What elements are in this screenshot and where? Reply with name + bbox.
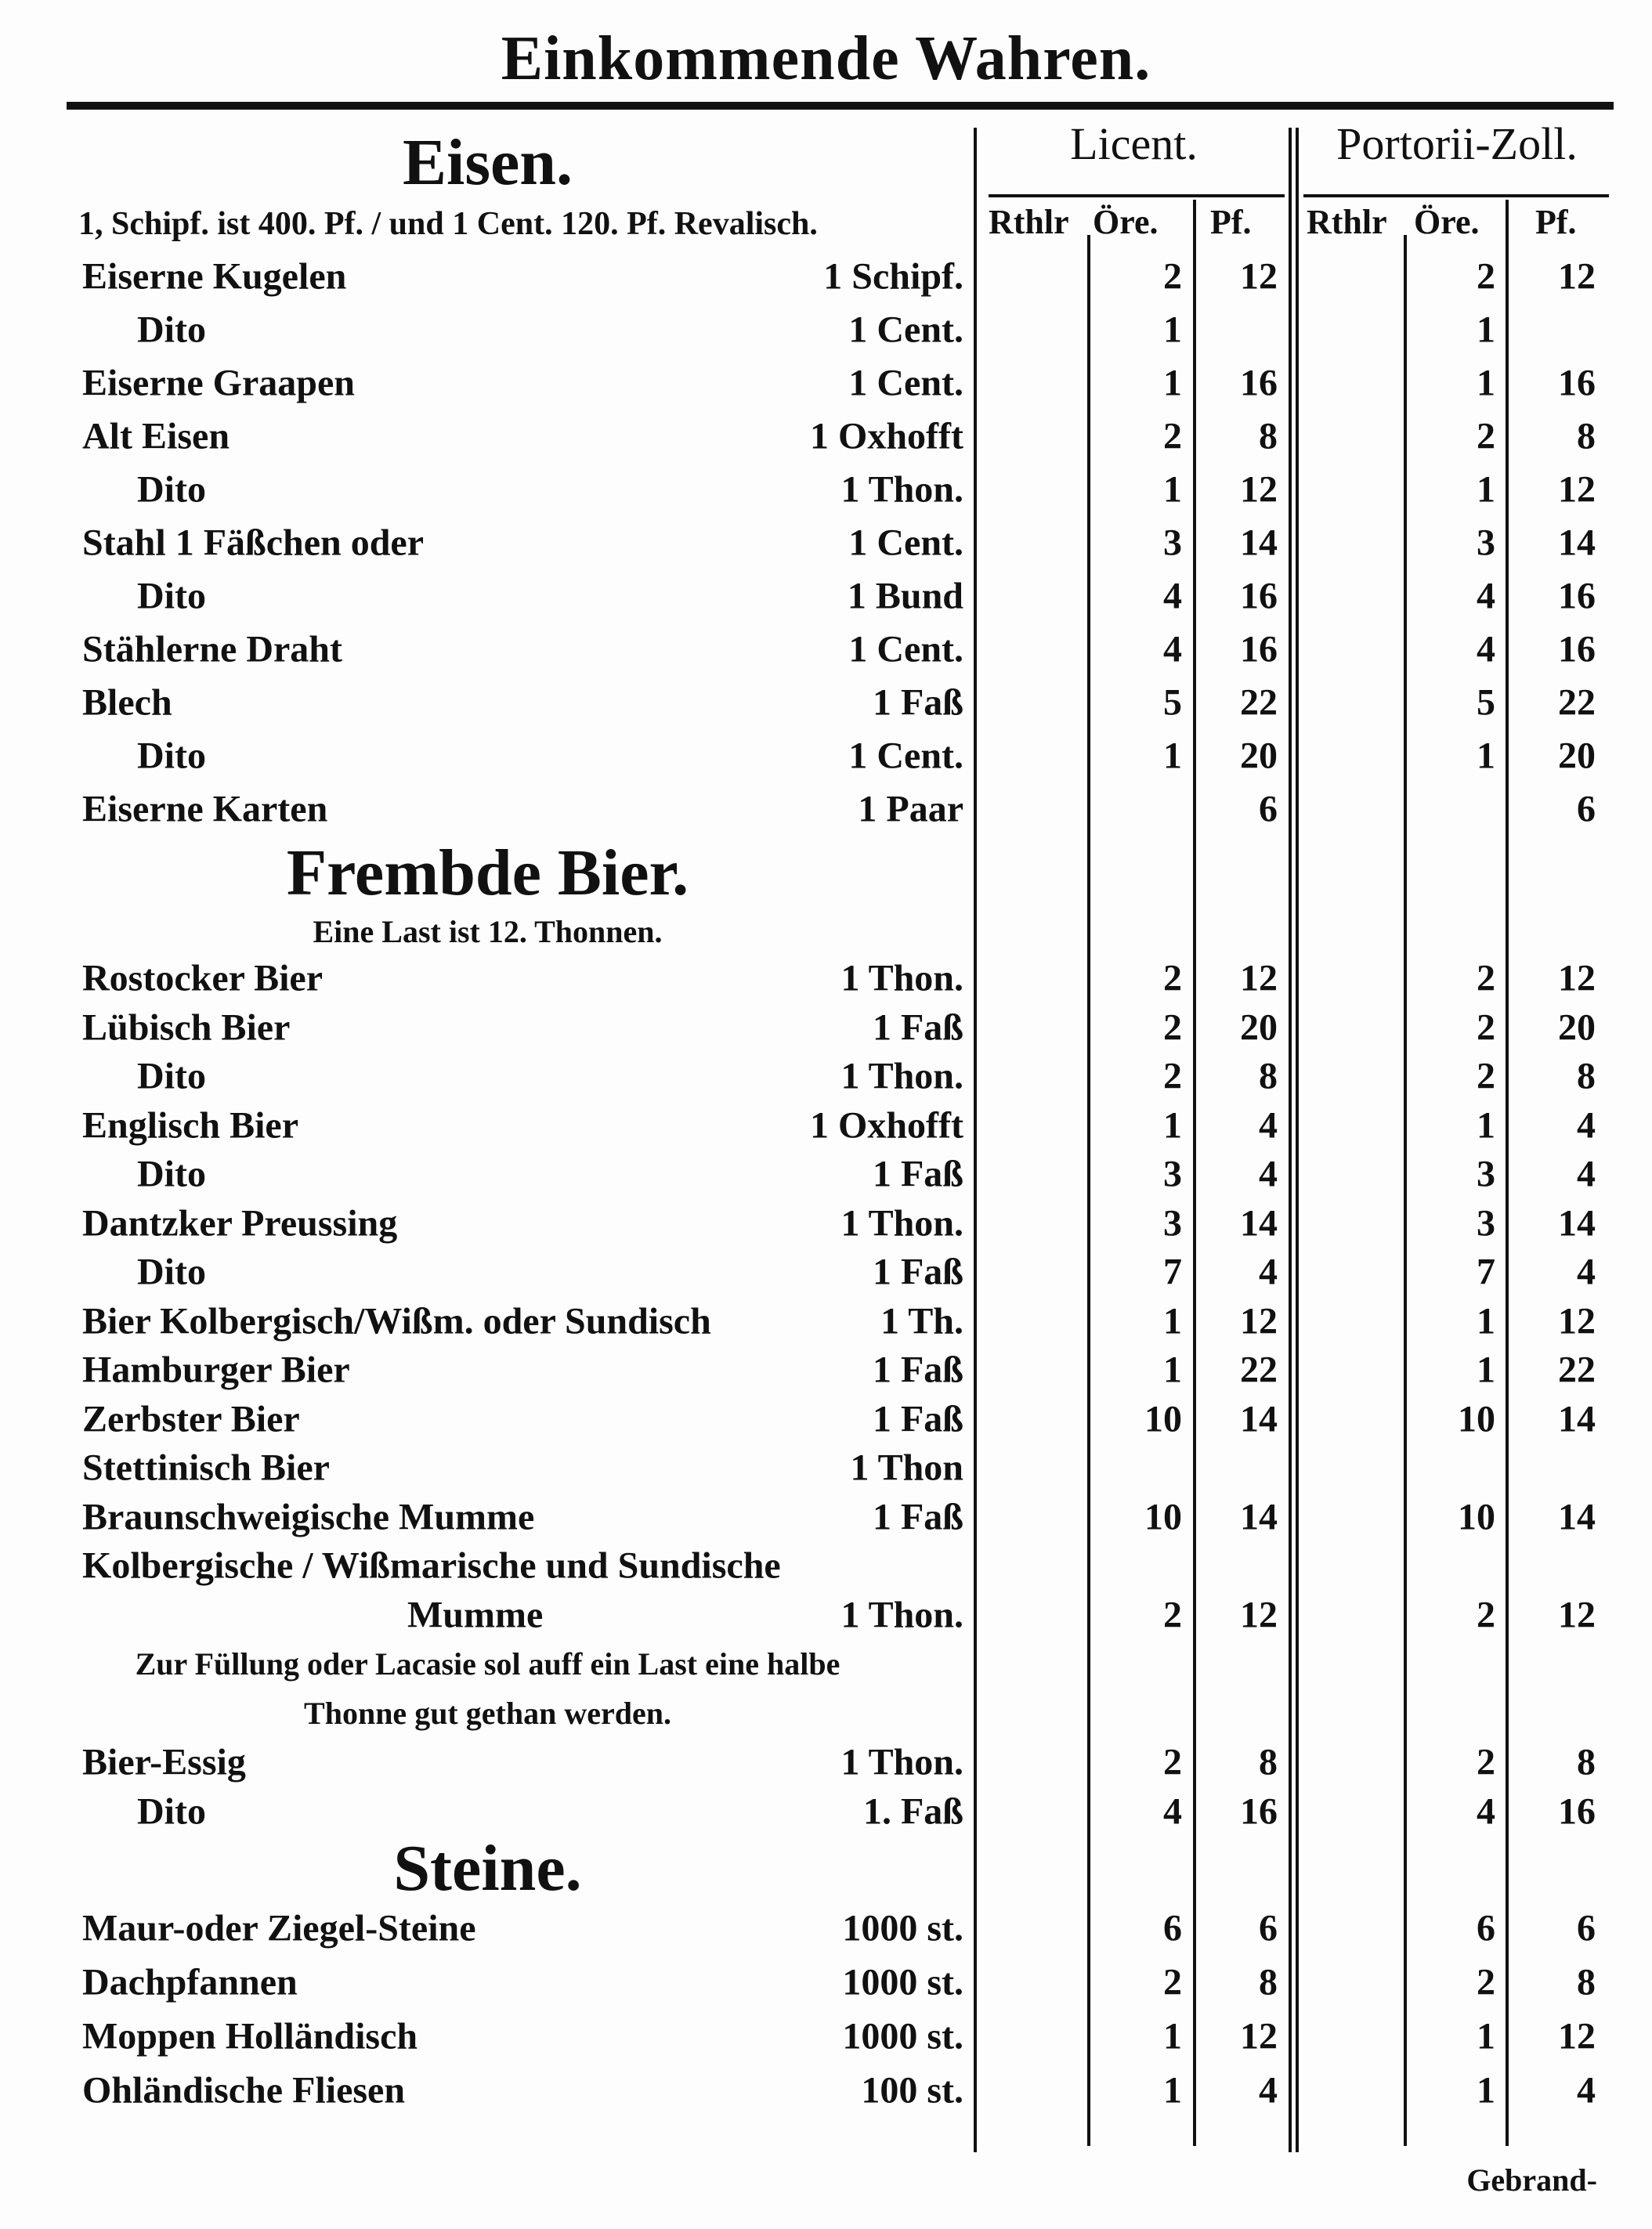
portorii-pf: 20 — [1558, 735, 1596, 777]
portorii-ore: 1 — [1477, 362, 1495, 404]
item-name: Dito — [137, 735, 206, 777]
licent-pf: 22 — [1240, 681, 1278, 724]
item-name: Mumme — [407, 1594, 544, 1636]
item-unit: 1 Faß — [872, 1398, 963, 1440]
item-unit: 1 Faß — [872, 681, 963, 724]
table-row — [0, 250, 1652, 303]
section-note: Zur Füllung oder Lacasie sol auff ein Last eine halbe — [135, 1646, 840, 1682]
licent-ore: 1 — [1163, 1349, 1182, 1391]
section-heading-text: Frembde Bier. — [286, 836, 689, 909]
portorii-ore: 1 — [1477, 309, 1495, 351]
licent-pf: 22 — [1240, 1349, 1278, 1391]
item-unit: 1 Th. — [880, 1300, 963, 1342]
licent-pf: 14 — [1240, 1496, 1278, 1538]
licent-ore: 1 — [1163, 468, 1182, 511]
item-unit: 1 Thon. — [840, 468, 963, 511]
licent-pf: 6 — [1259, 1907, 1278, 1949]
portorii-pf: 16 — [1558, 575, 1596, 617]
portorii-ore: 2 — [1477, 1741, 1495, 1783]
item-name: Dito — [137, 468, 206, 511]
table-row — [0, 1591, 1652, 1640]
licent-ore-label: Öre. — [1093, 203, 1159, 241]
item-unit: 1 Faß — [872, 1496, 963, 1538]
section-heading — [0, 1832, 975, 1905]
licent-ore: 1 — [1163, 362, 1182, 404]
portorii-ore: 3 — [1477, 1202, 1495, 1245]
portorii-ore: 4 — [1477, 628, 1495, 670]
portorii-rthlr-label: Rthlr — [1307, 203, 1387, 241]
portorii-pf: 20 — [1558, 1006, 1596, 1049]
portorii-pf: 12 — [1558, 1300, 1596, 1342]
licent-ore: 4 — [1163, 575, 1182, 617]
item-name: Zerbster Bier — [82, 1398, 300, 1440]
licent-ore: 1 — [1163, 2069, 1182, 2111]
item-name: Braunschweigische Mumme — [82, 1496, 535, 1538]
item-unit: 100 st. — [861, 2069, 963, 2111]
licent-pf: 16 — [1240, 362, 1278, 404]
table-row — [0, 569, 1652, 623]
item-unit: 1 Oxhofft — [810, 415, 963, 457]
item-name: Dantzker Preussing — [82, 1202, 398, 1245]
licent-pf: 8 — [1259, 1055, 1278, 1097]
item-name: Eiserne Kugelen — [82, 255, 347, 298]
portorii-ore: 2 — [1477, 957, 1495, 999]
item-unit: 1 Thon. — [840, 1055, 963, 1097]
licent-ore: 1 — [1163, 309, 1182, 351]
licent-ore: 1 — [1163, 1104, 1182, 1147]
licent-pf: 16 — [1240, 575, 1278, 617]
portorii-pf: 4 — [1577, 1104, 1596, 1147]
item-name: Ohländische Fliesen — [82, 2069, 406, 2111]
table-row — [0, 1787, 1652, 1837]
portorii-ore: 6 — [1477, 1907, 1495, 1949]
licent-pf: 12 — [1240, 957, 1278, 999]
table-row — [0, 356, 1652, 410]
item-unit: 1 Cent. — [848, 309, 963, 351]
licent-ore: 2 — [1163, 1961, 1182, 2003]
portorii-pf: 6 — [1577, 788, 1596, 830]
licent-ore: 6 — [1163, 1907, 1182, 1949]
item-unit: 1 Schipf. — [823, 255, 963, 298]
portorii-pf: 12 — [1558, 255, 1596, 298]
table-row — [0, 463, 1652, 516]
item-name: Rostocker Bier — [82, 957, 324, 999]
section-heading-text: Steine. — [393, 1832, 582, 1905]
licent-ore: 4 — [1163, 1790, 1182, 1833]
item-name: Stählerne Draht — [82, 628, 342, 670]
portorii-ore: 1 — [1477, 468, 1495, 511]
portorii-ore: 1 — [1477, 1104, 1495, 1147]
table-row — [0, 1003, 1652, 1053]
item-name: Stettinisch Bier — [82, 1447, 330, 1489]
item-unit: 1 Cent. — [848, 362, 963, 404]
table-row — [0, 729, 1652, 782]
item-name: Dito — [137, 1055, 206, 1097]
item-unit: 1 Thon. — [840, 957, 963, 999]
portorii-ore: 2 — [1477, 1055, 1495, 1097]
table-row — [0, 1297, 1652, 1346]
item-name: Dito — [137, 575, 206, 617]
table-row — [0, 1346, 1652, 1395]
portorii-pf-label: Pf. — [1535, 203, 1577, 241]
portorii-ore: 1 — [1477, 1349, 1495, 1391]
portorii-pf: 8 — [1577, 1055, 1596, 1097]
licent-pf: 8 — [1259, 1741, 1278, 1783]
portorii-ore: 2 — [1477, 1006, 1495, 1049]
portorii-pf: 22 — [1558, 1349, 1596, 1391]
portorii-ore: 5 — [1477, 681, 1495, 724]
portorii-pf: 8 — [1577, 415, 1596, 457]
item-name: Lübisch Bier — [82, 1006, 291, 1049]
section-heading — [0, 836, 975, 910]
item-unit: 1 Cent. — [848, 628, 963, 670]
licent-ore: 10 — [1144, 1398, 1182, 1440]
item-name: Hamburger Bier — [82, 1349, 350, 1391]
licent-ore: 2 — [1163, 1594, 1182, 1636]
portorii-pf: 4 — [1577, 2069, 1596, 2111]
item-unit: 1 Faß — [872, 1349, 963, 1391]
item-name: Stahl 1 Fäßchen oder — [82, 522, 425, 564]
licent-pf: 16 — [1240, 1790, 1278, 1833]
portorii-pf: 4 — [1577, 1251, 1596, 1293]
item-name: Dito — [137, 1790, 206, 1833]
table-row — [0, 516, 1652, 569]
table-row — [0, 1901, 1652, 1955]
portorii-pf: 16 — [1558, 1790, 1596, 1833]
item-name: Blech — [82, 681, 172, 724]
table-row — [0, 954, 1652, 1003]
licent-ore: 2 — [1163, 1006, 1182, 1049]
item-unit: 1000 st. — [842, 1961, 963, 2003]
section-note: 1, Schipf. ist 400. Pf. / und 1 Cent. 120. Pf. Revalisch. — [78, 206, 818, 242]
portorii-pf: 12 — [1558, 1594, 1596, 1636]
table-row — [0, 2009, 1652, 2063]
licent-ore: 1 — [1163, 735, 1182, 777]
page-title: Einkommende Wahren. — [501, 24, 1151, 93]
portorii-ore: 2 — [1477, 1961, 1495, 2003]
title-rule — [67, 102, 1614, 110]
item-name: Eiserne Graapen — [82, 362, 355, 404]
portorii-pf: 12 — [1558, 2015, 1596, 2057]
licent-rthlr-label: Rthlr — [989, 203, 1069, 241]
licent-pf: 4 — [1259, 1153, 1278, 1195]
licent-pf: 12 — [1240, 255, 1278, 298]
licent-pf: 4 — [1259, 2069, 1278, 2111]
portorii-ore: 1 — [1477, 2069, 1495, 2111]
licent-pf: 4 — [1259, 1251, 1278, 1293]
licent-ore: 5 — [1163, 681, 1182, 724]
item-name: Moppen Holländisch — [82, 2015, 418, 2057]
item-unit: 1 Paar — [858, 788, 963, 830]
tariff-table — [0, 128, 1652, 2117]
table-row — [0, 2063, 1652, 2117]
portorii-header: Portorii-Zoll. — [1336, 118, 1578, 169]
portorii-pf: 12 — [1558, 957, 1596, 999]
item-unit: 1 Faß — [872, 1006, 963, 1049]
table-row — [0, 1443, 1652, 1493]
item-unit: 1 Cent. — [848, 522, 963, 564]
licent-ore: 10 — [1144, 1496, 1182, 1538]
licent-pf: 14 — [1240, 1398, 1278, 1440]
item-unit: 1000 st. — [842, 1907, 963, 1949]
portorii-pf: 4 — [1577, 1153, 1596, 1195]
item-name: Eiserne Karten — [82, 788, 328, 830]
portorii-pf: 16 — [1558, 628, 1596, 670]
portorii-pf: 22 — [1558, 681, 1596, 724]
portorii-ore: 4 — [1477, 1790, 1495, 1833]
licent-ore: 7 — [1163, 1251, 1182, 1293]
section-steine — [0, 1832, 1652, 2117]
catchword: Gebrand- — [1466, 2162, 1597, 2198]
item-unit: 1 Thon — [850, 1447, 963, 1489]
licent-ore: 1 — [1163, 1300, 1182, 1342]
table-row — [0, 410, 1652, 463]
item-name: Bier Kolbergisch/Wißm. oder Sundisch — [82, 1300, 711, 1342]
section-note: Eine Last ist 12. Thonnen. — [313, 914, 663, 949]
licent-ore: 3 — [1163, 1153, 1182, 1195]
licent-pf: 4 — [1259, 1104, 1278, 1147]
item-unit: 1 Thon. — [840, 1594, 963, 1636]
section-heading-text: Eisen. — [402, 126, 573, 199]
table-row — [0, 1248, 1652, 1297]
table-row — [0, 1150, 1652, 1199]
portorii-pf: 14 — [1558, 1202, 1596, 1245]
portorii-ore: 2 — [1477, 415, 1495, 457]
item-name: Dito — [137, 309, 206, 351]
table-row — [0, 1955, 1652, 2009]
item-unit: 1 Faß — [872, 1251, 963, 1293]
portorii-ore: 7 — [1477, 1251, 1495, 1293]
licent-pf: 6 — [1259, 788, 1278, 830]
table-row — [0, 1101, 1652, 1151]
table-row — [0, 1493, 1652, 1542]
item-name: Dachpfannen — [82, 1961, 298, 2003]
licent-pf: 8 — [1259, 415, 1278, 457]
licent-pf: 20 — [1240, 1006, 1278, 1049]
licent-ore: 1 — [1163, 2015, 1182, 2057]
item-unit: 1 Thon. — [840, 1202, 963, 1245]
portorii-pf: 16 — [1558, 362, 1596, 404]
item-unit: 1 Cent. — [848, 735, 963, 777]
licent-pf: 14 — [1240, 1202, 1278, 1245]
portorii-pf: 12 — [1558, 468, 1596, 511]
licent-pf: 12 — [1240, 2015, 1278, 2057]
licent-pf: 20 — [1240, 735, 1278, 777]
table-row — [0, 1541, 1652, 1591]
section-heading — [0, 128, 975, 198]
portorii-pf: 8 — [1577, 1961, 1596, 2003]
licent-ore: 2 — [1163, 255, 1182, 298]
table-row — [0, 1052, 1652, 1101]
item-unit: 1 Bund — [847, 575, 963, 617]
table-row — [0, 623, 1652, 676]
portorii-ore: 1 — [1477, 2015, 1495, 2057]
table-row — [0, 303, 1652, 356]
licent-pf: 12 — [1240, 468, 1278, 511]
portorii-ore: 1 — [1477, 735, 1495, 777]
licent-ore: 2 — [1163, 957, 1182, 999]
licent-ore: 2 — [1163, 415, 1182, 457]
licent-ore: 4 — [1163, 628, 1182, 670]
item-name: Kolbergische / Wißmarische und Sundische — [82, 1544, 781, 1587]
licent-pf: 12 — [1240, 1300, 1278, 1342]
table-row — [0, 782, 1652, 836]
licent-ore: 3 — [1163, 1202, 1182, 1245]
portorii-ore: 10 — [1458, 1496, 1495, 1538]
item-name: Bier-Essig — [82, 1741, 246, 1783]
section-note: Thonne gut gethan werden. — [304, 1696, 671, 1731]
licent-ore: 2 — [1163, 1741, 1182, 1783]
licent-pf: 14 — [1240, 522, 1278, 564]
item-name: Alt Eisen — [82, 415, 230, 457]
portorii-ore: 3 — [1477, 1153, 1495, 1195]
item-unit: 1. Faß — [862, 1790, 963, 1833]
licent-header: Licent. — [1070, 118, 1198, 169]
portorii-ore: 4 — [1477, 575, 1495, 617]
portorii-ore: 1 — [1477, 1300, 1495, 1342]
item-unit: 1 Thon. — [840, 1741, 963, 1783]
licent-pf-label: Pf. — [1210, 203, 1252, 241]
section-bier — [0, 836, 1652, 1836]
item-name: Maur-oder Ziegel-Steine — [82, 1907, 476, 1949]
item-name: Dito — [137, 1153, 206, 1195]
licent-ore: 3 — [1163, 522, 1182, 564]
licent-pf: 16 — [1240, 628, 1278, 670]
licent-pf: 12 — [1240, 1594, 1278, 1636]
item-unit: 1000 st. — [842, 2015, 963, 2057]
portorii-pf: 14 — [1558, 1496, 1596, 1538]
portorii-ore: 3 — [1477, 522, 1495, 564]
section-eisen — [0, 128, 1652, 836]
portorii-ore: 2 — [1477, 1594, 1495, 1636]
portorii-pf: 14 — [1558, 522, 1596, 564]
table-row — [0, 676, 1652, 729]
licent-pf: 8 — [1259, 1961, 1278, 2003]
portorii-ore: 10 — [1458, 1398, 1495, 1440]
item-unit: 1 Faß — [872, 1153, 963, 1195]
portorii-pf: 6 — [1577, 1907, 1596, 1949]
portorii-pf: 14 — [1558, 1398, 1596, 1440]
item-name: Englisch Bier — [82, 1104, 299, 1147]
portorii-ore: 2 — [1477, 255, 1495, 298]
table-row — [0, 1395, 1652, 1444]
item-name: Dito — [137, 1251, 206, 1293]
portorii-ore-label: Öre. — [1414, 203, 1480, 241]
table-row — [0, 1738, 1652, 1787]
portorii-pf: 8 — [1577, 1741, 1596, 1783]
table-row — [0, 1199, 1652, 1248]
licent-ore: 2 — [1163, 1055, 1182, 1097]
item-unit: 1 Oxhofft — [810, 1104, 963, 1147]
